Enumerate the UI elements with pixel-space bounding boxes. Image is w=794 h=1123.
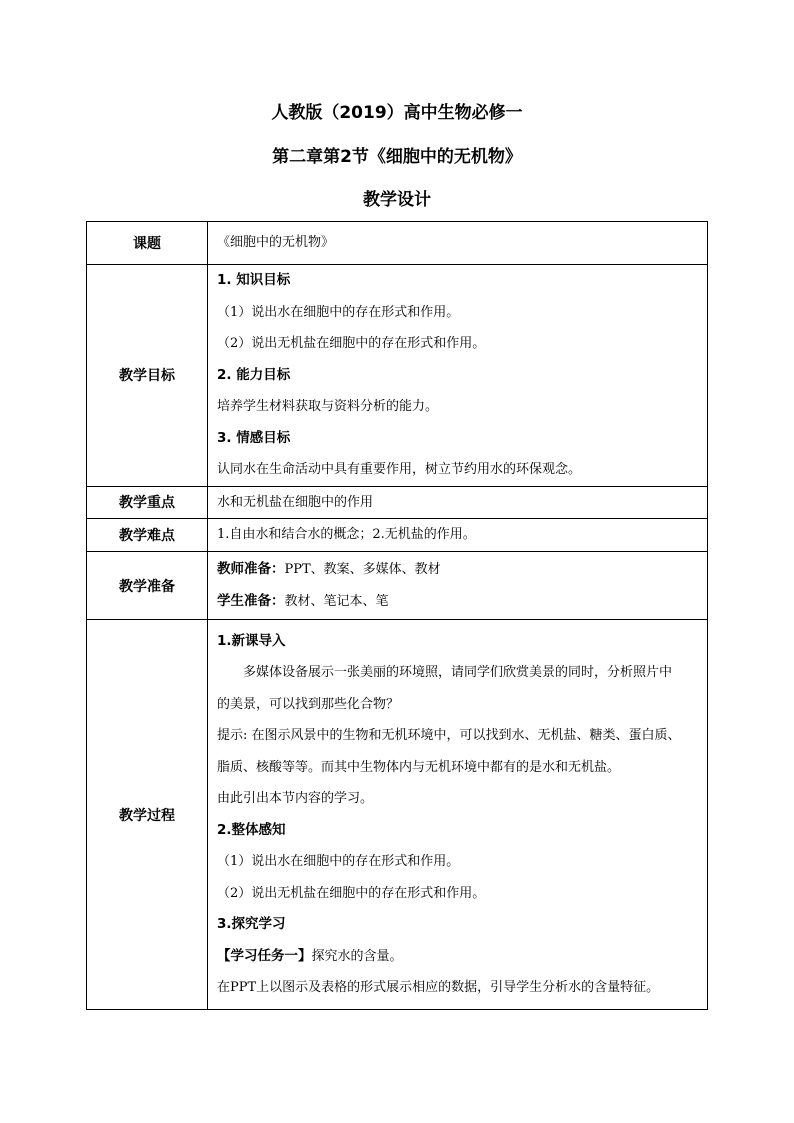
row-process <box>87 620 708 1010</box>
ability-goal-title: 2. 能力目标 <box>217 366 291 383</box>
row-goals <box>87 265 708 487</box>
chapter-title: 第二章第2节《细胞中的无机物》 <box>272 147 522 167</box>
student-preparation-value: 教材、笔记本、笔 <box>284 593 389 609</box>
task-1-description: 在PPT上以图示及表格的形式展示相应的数据，引导学生分析水的含量特征。 <box>217 980 660 995</box>
label-key-points: 教学重点 <box>87 486 208 519</box>
value-goals <box>208 265 708 487</box>
label-topic: 课题 <box>87 222 208 265</box>
topic-text: 《细胞中的无机物》 <box>217 235 335 251</box>
task-1-title: 【学习任务一】 <box>217 947 312 964</box>
key-points-text: 水和无机盐在细胞中的作用 <box>217 494 374 510</box>
teacher-preparation <box>217 554 699 586</box>
student-preparation <box>217 586 699 618</box>
label-process: 教学过程 <box>87 620 208 1010</box>
row-topic <box>87 222 708 265</box>
section-intro-title: 1.新课导入 <box>217 632 286 649</box>
row-key-points <box>87 486 708 519</box>
row-difficulties <box>87 519 708 552</box>
value-process <box>208 620 708 1010</box>
teacher-preparation-value: PPT、教案、多媒体、教材 <box>284 562 441 577</box>
label-preparation: 教学准备 <box>87 552 208 620</box>
value-difficulties <box>208 519 708 552</box>
overview-item-2: （2）说出无机盐在细胞中的存在形式和作用。 <box>217 885 486 901</box>
section-overview-title: 2.整体感知 <box>217 821 286 838</box>
task-1-text: 探究水的含量。 <box>311 948 403 964</box>
intro-paragraph-line-1: 多媒体设备展示一张美丽的环境照，请同学们欣赏美景的同时，分析照片中 <box>243 665 673 680</box>
value-preparation <box>208 552 708 620</box>
knowledge-goal-1: （1）说出水在细胞中的存在形式和作用。 <box>217 304 460 320</box>
knowledge-goal-title: 1. 知识目标 <box>217 272 291 288</box>
intro-lead: 由此引出本节内容的学习。 <box>217 791 374 806</box>
lesson-plan-table <box>86 221 708 1010</box>
section-inquiry-title: 3.探究学习 <box>217 916 286 932</box>
value-key-points <box>208 486 708 519</box>
course-title: 人教版（2019）高中生物必修一 <box>271 103 523 123</box>
ability-goal-1: 培养学生材料获取与资料分析的能力。 <box>217 399 439 414</box>
knowledge-goal-2: （2）说出无机盐在细胞中的存在形式和作用。 <box>217 336 486 351</box>
value-topic <box>208 222 708 265</box>
label-goals: 教学目标 <box>87 265 208 487</box>
emotion-goal-title: 3. 情感目标 <box>217 429 291 446</box>
student-preparation-label: 学生准备： <box>217 592 285 609</box>
intro-paragraph-line-2: 的美景，可以找到那些化合物？ <box>217 696 400 712</box>
difficulties-text: 1.自由水和结合水的概念；2.无机盐的作用。 <box>217 527 476 543</box>
document-type-title: 教学设计 <box>363 190 431 210</box>
task-1 <box>217 941 699 973</box>
intro-hint-line-2: 脂质、核酸等等。而其中生物体内与无机环境中都有的是水和无机盐。 <box>217 759 621 775</box>
label-difficulties: 教学难点 <box>87 519 208 552</box>
intro-hint-line-1: 提示: 在图示风景中的生物和无机环境中，可以找到水、无机盐、糖类、蛋白质、 <box>217 728 681 743</box>
emotion-goal-1: 认同水在生命活动中具有重要作用，树立节约用水的环保观念。 <box>217 462 582 477</box>
teacher-preparation-label: 教师准备： <box>217 561 285 577</box>
row-preparation <box>87 552 708 620</box>
overview-item-1: （1）说出水在细胞中的存在形式和作用。 <box>217 854 460 869</box>
